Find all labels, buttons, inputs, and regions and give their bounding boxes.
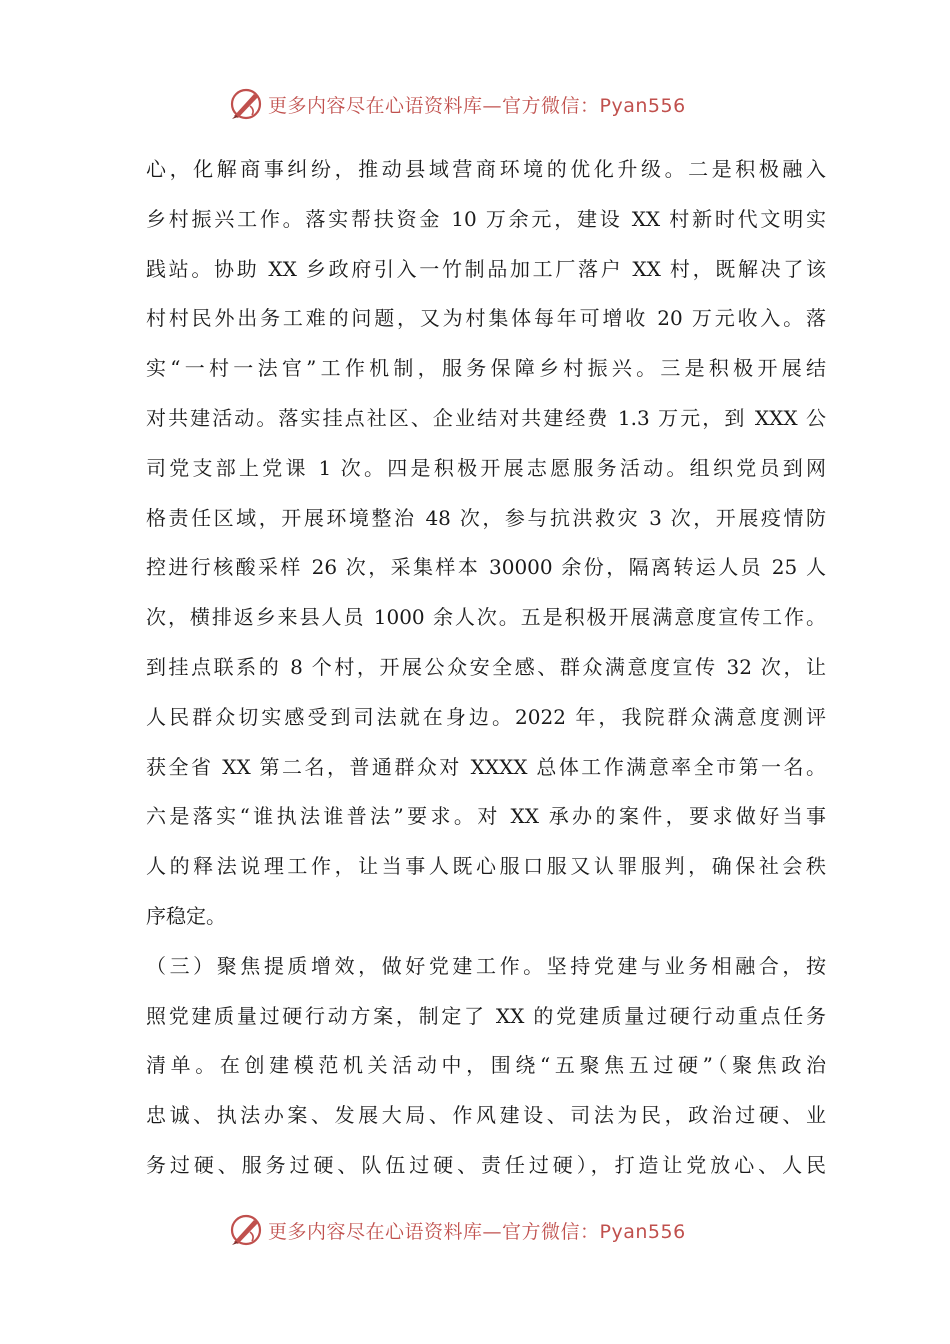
watermark-banner-bottom — [228, 1210, 748, 1250]
body-line: 获全省 XX 第二名，普通群众对 XXXX 总体工作满意率全市第一名。 — [146, 754, 826, 779]
body-line: 心，化解商事纠纷，推动县域营商环境的优化升级。二是积极融入 — [146, 157, 826, 181]
pen-circle-logo-icon — [228, 86, 264, 122]
watermark-text — [268, 91, 686, 118]
watermark-banner-top — [228, 84, 748, 124]
body-line: 务过硬、服务过硬、队伍过硬、责任过硬），打造让党放心、人民 — [146, 1152, 826, 1177]
watermark-prefix: 更多内容尽在心语资料库— — [268, 94, 503, 117]
body-line: 忠诚、执法办案、发展大局、作风建设、司法为民，政治过硬、业 — [146, 1103, 826, 1128]
watermark-text — [268, 1217, 686, 1244]
body-line: 践站。协助 XX 乡政府引入一竹制品加工厂落户 XX 村，既解决了该 — [146, 256, 826, 281]
body-line: 实“一村一法官”工作机制，服务保障乡村振兴。三是积极开展结 — [146, 356, 826, 381]
body-line: 六是落实“谁执法谁普法”要求。对 XX 承办的案件，要求做好当事 — [146, 804, 826, 829]
body-line: 村村民外出务工难的问题，又为村集体每年可增收 20 万元收入。落 — [146, 306, 826, 331]
body-line: 人民群众切实感受到司法就在身边。2022 年，我院群众满意度测评 — [146, 704, 826, 729]
pen-circle-logo-icon — [228, 1212, 264, 1248]
body-line: 对共建活动。落实挂点社区、企业结对共建经费 1.3 万元，到 XXX 公 — [146, 405, 826, 430]
watermark-suffix: 官方微信：Pyan556 — [502, 94, 686, 117]
body-line: 乡村振兴工作。落实帮扶资金 10 万余元，建设 XX 村新时代文明实 — [146, 206, 826, 231]
body-line: （三）聚焦提质增效，做好党建工作。坚持党建与业务相融合，按 — [146, 953, 826, 978]
body-line: 司党支部上党课 1 次。四是积极开展志愿服务活动。组织党员到网 — [146, 455, 826, 480]
body-line: 清单。在创建模范机关活动中，围绕“五聚焦五过硬”（聚焦政治 — [146, 1053, 826, 1078]
body-line: 到挂点联系的 8 个村，开展公众安全感、群众满意度宣传 32 次，让 — [146, 654, 826, 679]
document-body — [146, 145, 826, 1191]
body-line: 次，横排返乡来县人员 1000 余人次。五是积极开展满意度宣传工作。 — [146, 605, 826, 630]
body-line: 照党建质量过硬行动方案，制定了 XX 的党建质量过硬行动重点任务 — [146, 1003, 826, 1028]
watermark-prefix: 更多内容尽在心语资料库— — [268, 1220, 503, 1243]
body-line: 序稳定。 — [146, 903, 226, 928]
watermark-suffix: 官方微信：Pyan556 — [502, 1220, 686, 1243]
body-line: 人的释法说理工作，让当事人既心服口服又认罪服判，确保社会秩 — [146, 854, 826, 879]
body-line: 控进行核酸采样 26 次，采集样本 30000 余份，隔离转运人员 25 人 — [146, 555, 826, 580]
body-line: 格责任区域，开展环境整治 48 次，参与抗洪救灾 3 次，开展疫情防 — [146, 505, 826, 530]
